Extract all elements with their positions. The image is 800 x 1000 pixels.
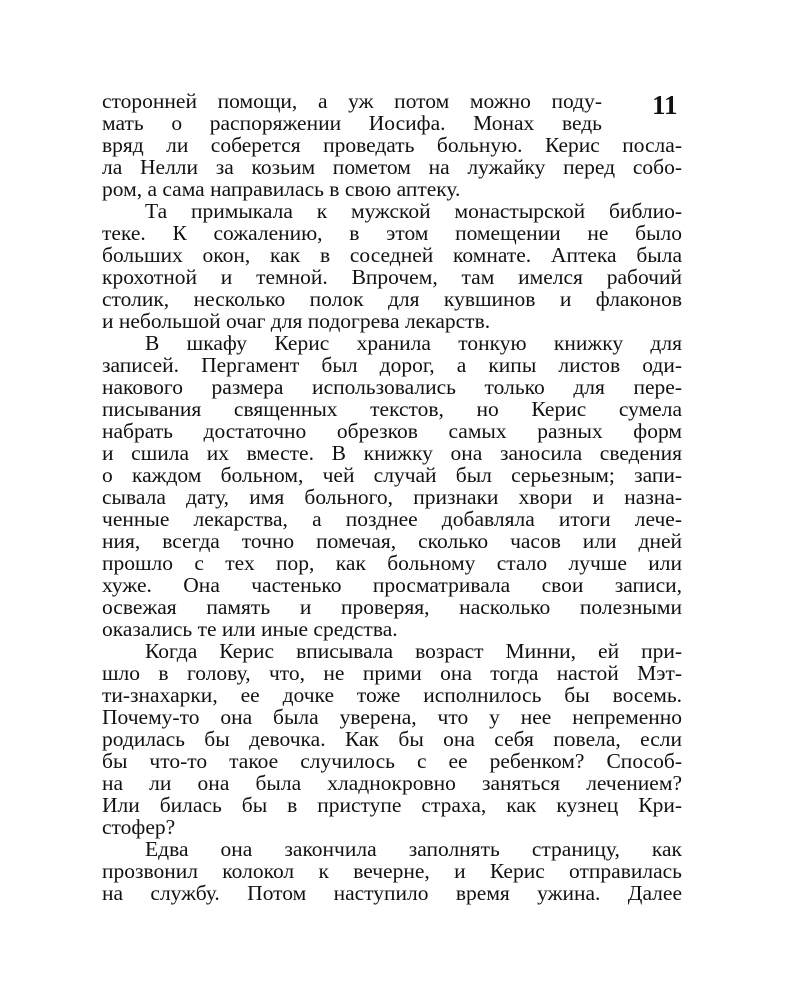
text-line: столик, несколько полок для кувшинов и флаконов [102, 287, 682, 311]
paragraph-first-line: Когда Керис вписывала возраст Минни, ей при- [145, 639, 682, 663]
text-line: накового размера использовались только для пере- [102, 375, 682, 399]
text-line: родилась бы девочка. Как бы она себя повела, если [102, 727, 682, 751]
text-line: ром, а сама направилась в свою аптеку. [102, 177, 461, 201]
text-line: вряд ли соберется проведать больную. Керис посла- [102, 133, 682, 157]
text-line: записей. Пергамент был дорог, а кипы листов оди- [102, 353, 682, 377]
text-line: шло в голову, что, не прими она тогда настой Мэт- [102, 661, 682, 685]
text-line: оказались те или иные средства. [102, 617, 398, 641]
text-line: на службу. Потом наступило время ужина. Далее [102, 881, 682, 905]
text-line: Почему-то она была уверена, что у нее непременно [102, 705, 682, 729]
text-line: о каждом больном, чей случай был серьезным; запи- [102, 463, 682, 487]
text-line: крохотной и темной. Впрочем, там имелся рабочий [102, 265, 682, 289]
page-number: 11 [652, 90, 678, 120]
text-line: сывала дату, имя больного, признаки хвори и назна- [102, 485, 682, 509]
paragraph-first-line: Едва она закончила заполнять страницу, как [145, 837, 682, 861]
text-line: ния, всегда точно помечая, сколько часов или дней [102, 529, 682, 553]
paragraph-first-line: В шкафу Керис хранила тонкую книжку для [145, 331, 682, 355]
text-line: писывания священных текстов, но Керис сумела [102, 397, 682, 421]
text-line: теке. К сожалению, в этом помещении не было [102, 221, 682, 245]
text-line: стофер? [102, 815, 176, 839]
text-line: и сшила их вместе. В книжку она заносила сведения [102, 441, 682, 465]
text-line: больших окон, как в соседней комнате. Аптека была [102, 243, 682, 267]
text-line: на ли она была хладнокровно заняться лечением? [102, 771, 682, 795]
text-line: набрать достаточно обрезков самых разных форм [102, 419, 682, 443]
text-line: хуже. Она частенько просматривала свои записи, [102, 573, 682, 597]
paragraph-first-line: Та примыкала к мужской монастырской библио- [145, 199, 682, 223]
text-line: ченные лекарства, а позднее добавляла итоги лече- [102, 507, 682, 531]
text-line: освежая память и проверяя, насколько полезными [102, 595, 682, 619]
text-line: Или билась бы в приступе страха, как кузнец Кри- [102, 793, 682, 817]
text-line: прозвонил колокол к вечерне, и Керис отправилась [102, 859, 682, 883]
text-line: бы что-то такое случилось с ее ребенком? Способ- [102, 749, 682, 773]
text-line: сторонней помощи, а уж потом можно поду- [102, 89, 602, 113]
text-line: ла Нелли за козьим пометом на лужайку перед собо- [102, 155, 682, 179]
body-text [102, 90, 682, 904]
text-line: прошло с тех пор, как больному стало лучше или [102, 551, 682, 575]
text-line: и небольшой очаг для подогрева лекарств. [102, 309, 491, 333]
text-line: ти-знахарки, ее дочке тоже исполнилось бы восемь. [102, 683, 682, 707]
text-line: мать о распоряжении Иосифа. Монах ведь [102, 111, 602, 135]
